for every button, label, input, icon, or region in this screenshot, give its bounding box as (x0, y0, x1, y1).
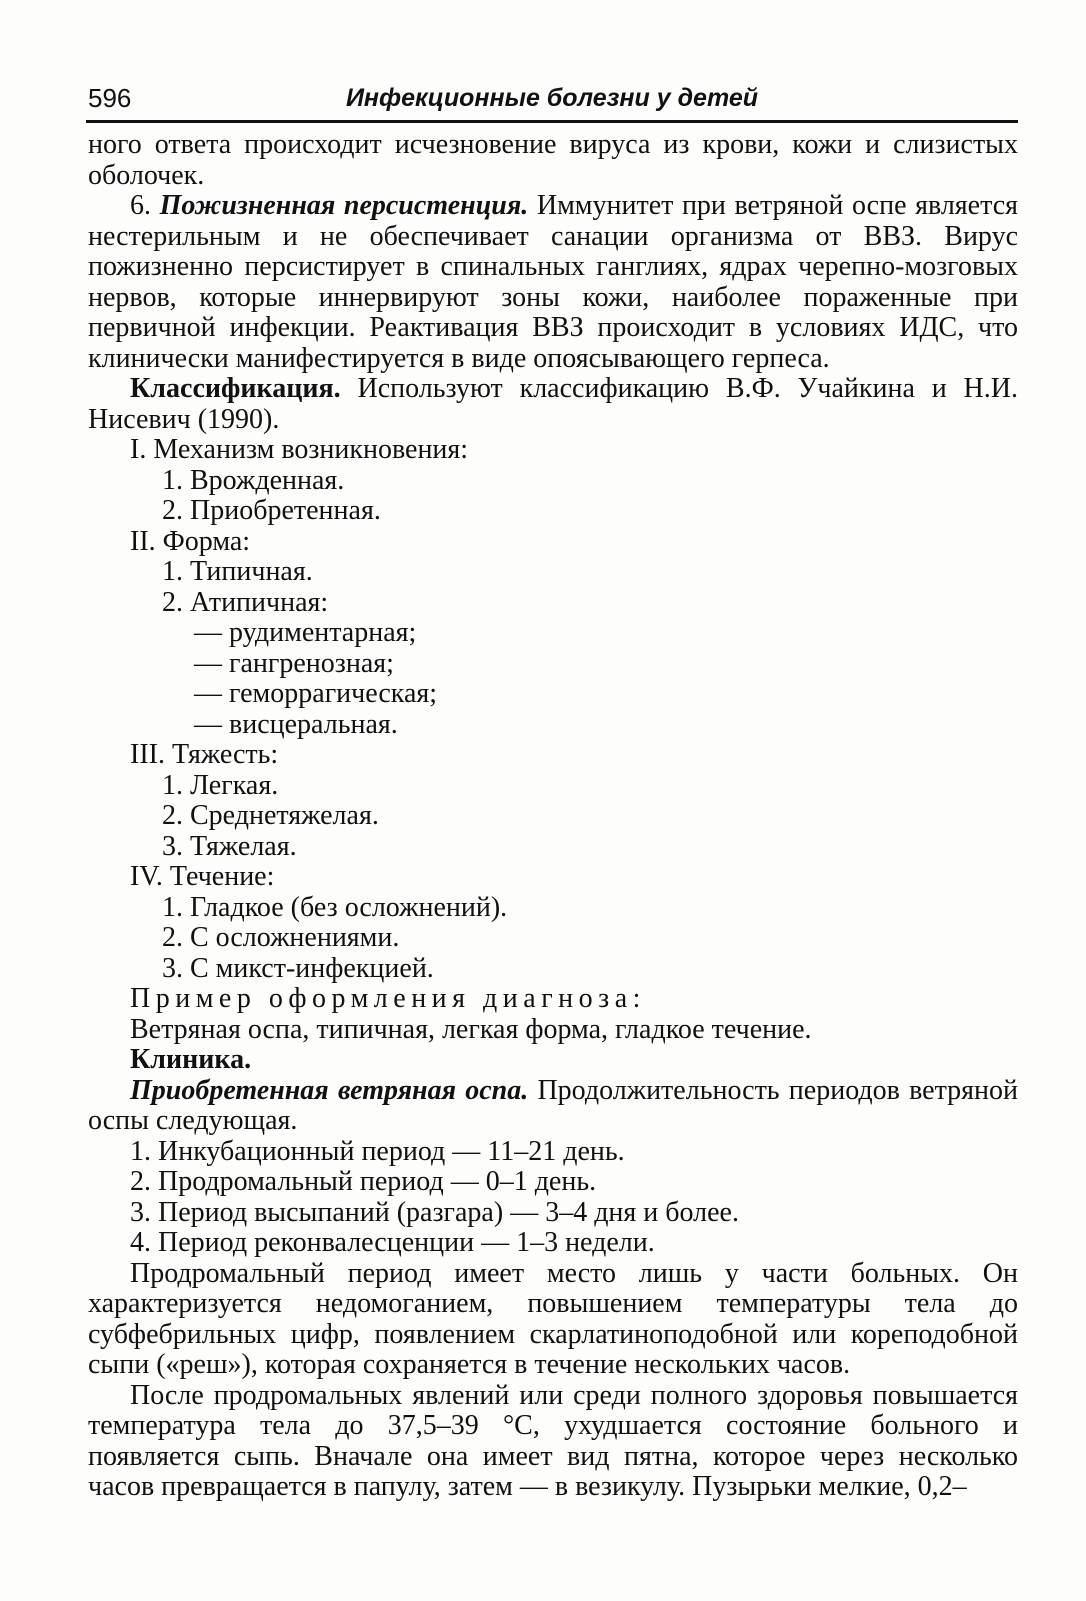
list-item: 2. С осложнениями. (162, 922, 400, 953)
list-item: 2. Атипичная: (162, 586, 329, 618)
paragraph-persistence (88, 191, 1018, 374)
paragraph-acquired (88, 1076, 1018, 1137)
list-item: 2. Приобретенная. (162, 495, 381, 526)
list-item: IV. Течение: (130, 861, 275, 892)
list-item: 3. Период высыпаний (разгара) — 3–4 дня и более. (130, 1196, 739, 1228)
page-number: 596 (88, 83, 132, 113)
list-item: 1. Врожденная. (162, 464, 345, 496)
paragraph-prodrome: Продромальный период имеет место лишь у части больных. Он характеризуется недомоганием, повышением температуры тела до субфебрильных цифр, появлением скарлатиноподобной или кореподобной сыпи («реш»), которая сохраняется в течение нескольких часов. (88, 1257, 1018, 1380)
list-item: — гангренозная; (194, 647, 394, 679)
list-item: 1. Типичная. (162, 556, 313, 587)
list-item: 1. Легкая. (162, 769, 279, 801)
diagnosis-heading: Пример оформления диагноза: (130, 983, 646, 1014)
paragraph-classification (88, 374, 1018, 435)
diagnosis-example: Ветряная оспа, типичная, легкая форма, гладкое течение. (130, 1013, 812, 1045)
list-item: 2. Среднетяжелая. (162, 800, 379, 831)
running-title: Инфекционные болезни у детей (345, 84, 759, 112)
page-header (86, 80, 1018, 123)
acquired-text: Продолжительность периодов ветряной оспы следующая. (88, 1074, 1019, 1136)
classification-text: Используют классификацию В.Ф. Учайкина и Н.И. Нисевич (1990). (88, 373, 1018, 435)
list-item: III. Тяжесть: (130, 739, 279, 770)
clinic-heading: Клиника. (130, 1044, 252, 1075)
term-acquired: Приобретенная ветряная оспа. (130, 1074, 529, 1106)
list-item: 1. Гладкое (без осложнений). (162, 891, 508, 923)
list-item: 1. Инкубационный период — 11–21 день. (130, 1135, 625, 1167)
term-classification: Классификация. (130, 373, 341, 404)
page-content (88, 130, 1018, 1503)
term-persistence: Пожизненная персистенция. (159, 190, 529, 221)
list-item: — висцеральная. (194, 708, 398, 740)
list-item: 2. Продромальный период — 0–1 день. (130, 1166, 597, 1197)
list-item: 3. С микст-инфекцией. (162, 952, 434, 984)
list-item: — рудиментарная; (194, 617, 417, 648)
paragraph-continuation: ного ответа происходит исчезновение вируса из крови, кожи и слизистых оболочек. (88, 129, 1018, 191)
list-item: I. Механизм возникновения: (130, 434, 469, 465)
persistence-text: Иммунитет при ветряной оспе является нестерильным и не обеспечивает санации организма от ВВЗ. Вирус пожизненно персистирует в спинальных ганглиях, ядрах черепно-мозговых нервов, которые иннервируют зоны кожи, наиболее пораженные при первичной инфекции. Реактивация ВВЗ происходит в условиях ИДС, что клинически манифестируется в виде опоясывающего герпеса. (88, 190, 1018, 374)
item-number: 6. (130, 190, 160, 221)
list-item: II. Форма: (130, 525, 251, 557)
paragraph-after-prodrome: После продромальных явлений или среди полного здоровья повышается температура тела до 37,5–39 °С, ухудшается состояние больного и появляется сыпь. Вначале она имеет вид пятна, которое через несколько часов превращается в папулу, затем — в везикулу. Пузырьки мелкие, 0,2– (88, 1379, 1018, 1502)
list-item: 3. Тяжелая. (162, 830, 297, 862)
list-item: 4. Период реконвалесценции — 1–3 недели. (130, 1227, 655, 1258)
list-item: — геморрагическая; (194, 678, 438, 709)
